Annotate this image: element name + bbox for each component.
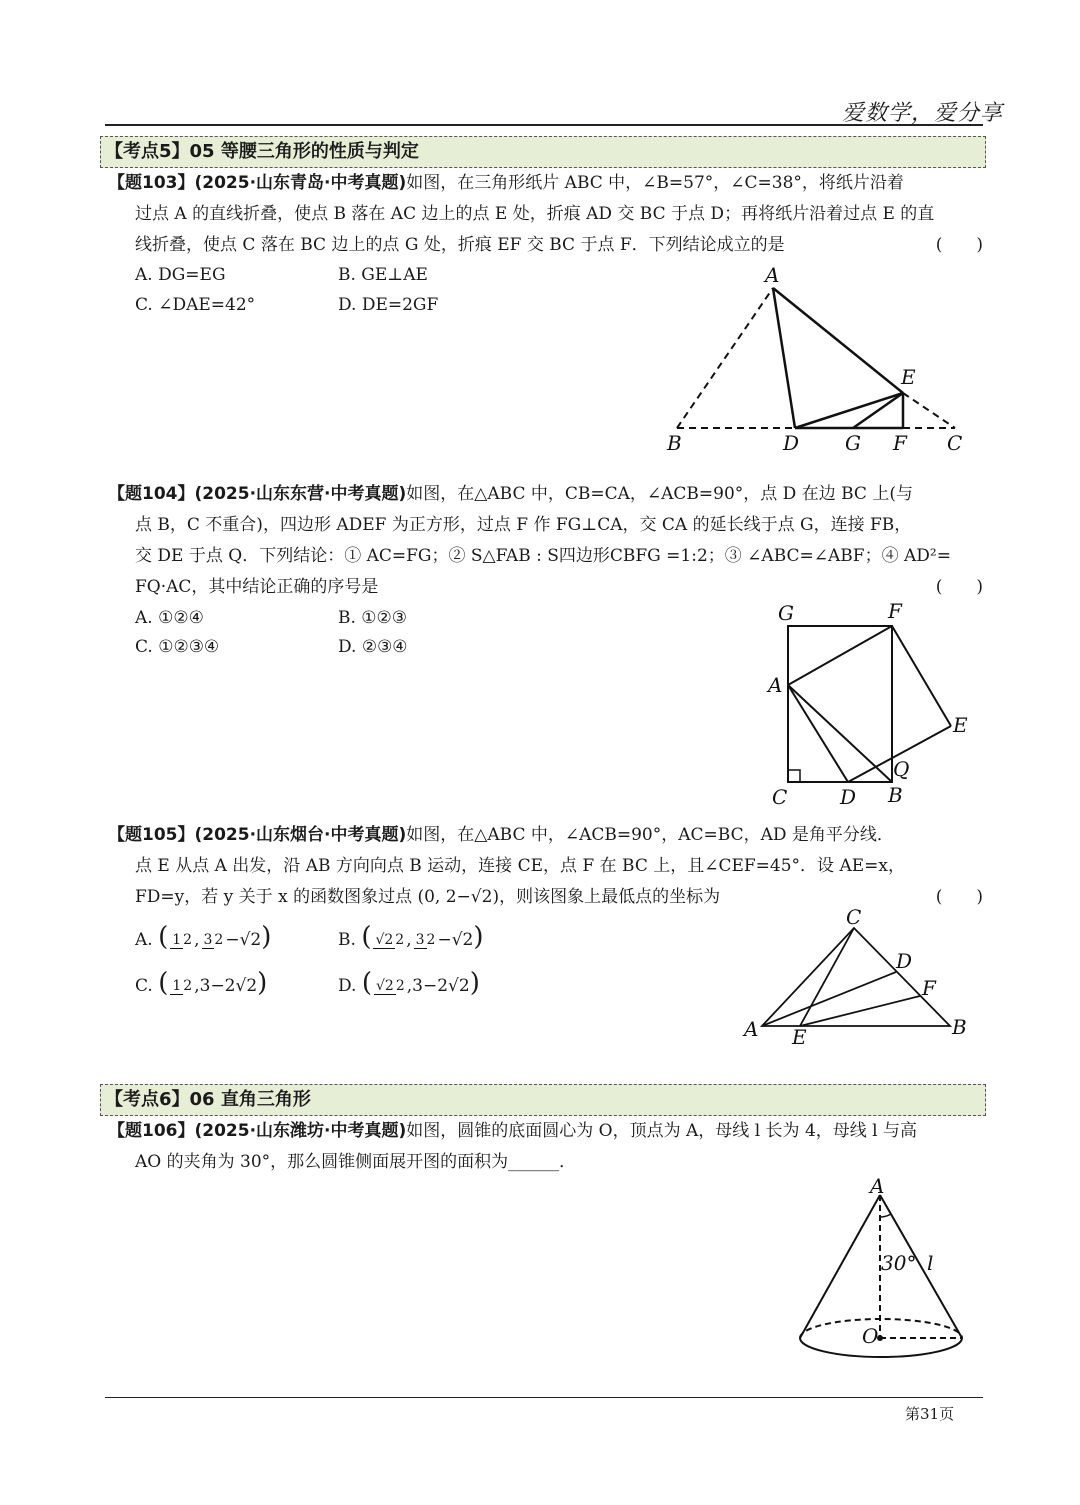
question-source: (2025·山东潍坊·中考真题): [194, 1121, 407, 1141]
point-label-f: F: [922, 976, 936, 1000]
option-d: D. DE=2GF: [338, 295, 439, 315]
answer-bracket: ( ): [935, 577, 983, 597]
option-b: B. ( √2 2 , 3 2 −√2): [338, 922, 484, 952]
question-tag: 【题106】: [108, 1121, 195, 1141]
question-106: [108, 1116, 983, 1178]
point-label-c: C: [772, 785, 788, 809]
question-text: 如图，在三角形纸片 ABC 中，∠B=57°，∠C=38°，将纸片沿着: [406, 173, 904, 193]
question-tag: 【题105】: [108, 825, 195, 845]
question-text: FQ·AC，其中结论正确的序号是: [135, 577, 379, 597]
question-104: [108, 479, 983, 603]
question-text: 过点 A 的直线折叠，使点 B 落在 AC 边上的点 E 处，折痕 AD 交 BC 于点 D；再将纸片沿着过点 E 的直: [135, 204, 935, 224]
option-b: B. ①②③: [338, 608, 408, 628]
question-text: 如图，圆锥的底面圆心为 O，顶点为 A，母线 l 长为 4，母线 l 与高: [406, 1121, 918, 1141]
rectangle-cbfg: [788, 626, 892, 782]
footer-divider: [105, 1397, 983, 1398]
point-label-e: E: [792, 1025, 807, 1049]
option-d: D. ( √2 2 ,3−2√2): [338, 968, 480, 998]
answer-bracket: ( ): [935, 235, 983, 255]
point-label-d: D: [896, 949, 913, 973]
point-label-a: A: [765, 263, 780, 287]
option-c: C. ∠DAE=42°: [135, 295, 256, 315]
label-l: l: [927, 1251, 934, 1275]
option-d: D. ②③④: [338, 637, 408, 657]
angle-label: 30°: [881, 1251, 917, 1275]
point-label-d: D: [840, 785, 857, 809]
point-label-d: D: [783, 431, 800, 455]
base-front-arc: [800, 1338, 962, 1357]
point-label-c: C: [846, 908, 862, 929]
point-label-b: B: [952, 1015, 967, 1039]
point-label-f: F: [888, 599, 902, 623]
point-label-e: E: [953, 713, 968, 737]
question-text: 点 E 从点 A 出发，沿 AB 方向向点 B 运动，连接 CE，点 F 在 BC 上，且∠CEF=45°．设 AE=x，: [135, 856, 905, 876]
header-divider: [105, 124, 983, 126]
point-label-g: G: [845, 431, 861, 455]
question-text: 如图，在△ABC 中，CB=CA，∠ACB=90°，点 D 在边 BC 上(与: [406, 484, 913, 504]
question-tag: 【题103】: [108, 173, 195, 193]
question-105: [108, 820, 983, 913]
point-label-b: B: [888, 783, 903, 807]
generatrix-left: [800, 1195, 880, 1338]
figure-104: [760, 598, 980, 810]
segment-ae: [773, 288, 903, 393]
figure-103: [655, 258, 975, 458]
question-text: 线折叠，使点 C 落在 BC 边上的点 G 处，折痕 EF 交 BC 于点 F．下列结论成立的是: [135, 235, 785, 255]
question-source: (2025·山东烟台·中考真题): [194, 825, 407, 845]
question-text: AO 的夹角为 30°，那么圆锥侧面展开图的面积为______．: [135, 1152, 577, 1172]
point-label-c: C: [947, 431, 963, 455]
figure-105: [738, 908, 978, 1050]
topic-heading-6: 【考点6】06 直角三角形: [100, 1084, 986, 1116]
point-label-b: B: [667, 431, 682, 455]
option-c: C. ( 1 2 ,3−2√2): [135, 968, 268, 998]
page-number: 第31页: [905, 1405, 955, 1423]
question-source: (2025·山东东营·中考真题): [194, 484, 407, 504]
question-tag: 【题104】: [108, 484, 195, 504]
dashed-ab: [677, 288, 773, 428]
point-label-g: G: [778, 601, 794, 625]
option-c: C. ①②③④: [135, 637, 220, 657]
segment-af: [788, 626, 892, 685]
point-label-a: A: [768, 673, 783, 697]
segment-fe: [892, 626, 951, 726]
topic-heading-5: 【考点5】05 等腰三角形的性质与判定: [100, 136, 986, 168]
right-angle-mark: [788, 770, 800, 782]
point-label-a: A: [870, 1175, 885, 1198]
option-a: A. DG=EG: [135, 265, 226, 285]
dashed-ec: [903, 393, 955, 428]
question-text: 交 DE 于点 Q．下列结论：① AC=FG；② S△FAB : S四边形CBFG =1:2；③ ∠ABC=∠ABF；④ AD²=: [135, 546, 951, 566]
figure-106: [790, 1175, 975, 1375]
option-a: A. ( 1 2 , 3 2 −√2): [135, 922, 272, 952]
point-label-e: E: [901, 365, 916, 389]
question-text: 点 B，C 不重合)，四边形 ADEF 为正方形，过点 F 作 FG⊥CA，交 CA 的延长线于点 G，连接 FB，: [135, 515, 912, 535]
question-103: [108, 168, 983, 261]
segment-ef: [800, 996, 920, 1026]
segment-de: [795, 393, 903, 428]
point-label-o: O: [862, 1324, 879, 1348]
point-label-f: F: [893, 431, 907, 455]
option-b: B. GE⊥AE: [338, 265, 428, 285]
answer-bracket: ( ): [935, 887, 983, 907]
question-text: 如图，在△ABC 中，∠ACB=90°，AC=BC，AD 是角平分线．: [406, 825, 894, 845]
question-source: (2025·山东青岛·中考真题): [194, 173, 407, 193]
point-label-a: A: [744, 1017, 759, 1041]
segment-ad: [773, 288, 795, 428]
question-text: FD=y，若 y 关于 x 的函数图象过点 (0, 2−√2)，则该图象上最低点的坐标为: [135, 887, 721, 907]
segment-ge: [853, 393, 903, 428]
point-label-q: Q: [893, 757, 910, 781]
option-a: A. ①②④: [135, 608, 204, 628]
header-motto: 爱数学，爱分享: [842, 101, 1004, 126]
angle-arc: [880, 1214, 891, 1217]
